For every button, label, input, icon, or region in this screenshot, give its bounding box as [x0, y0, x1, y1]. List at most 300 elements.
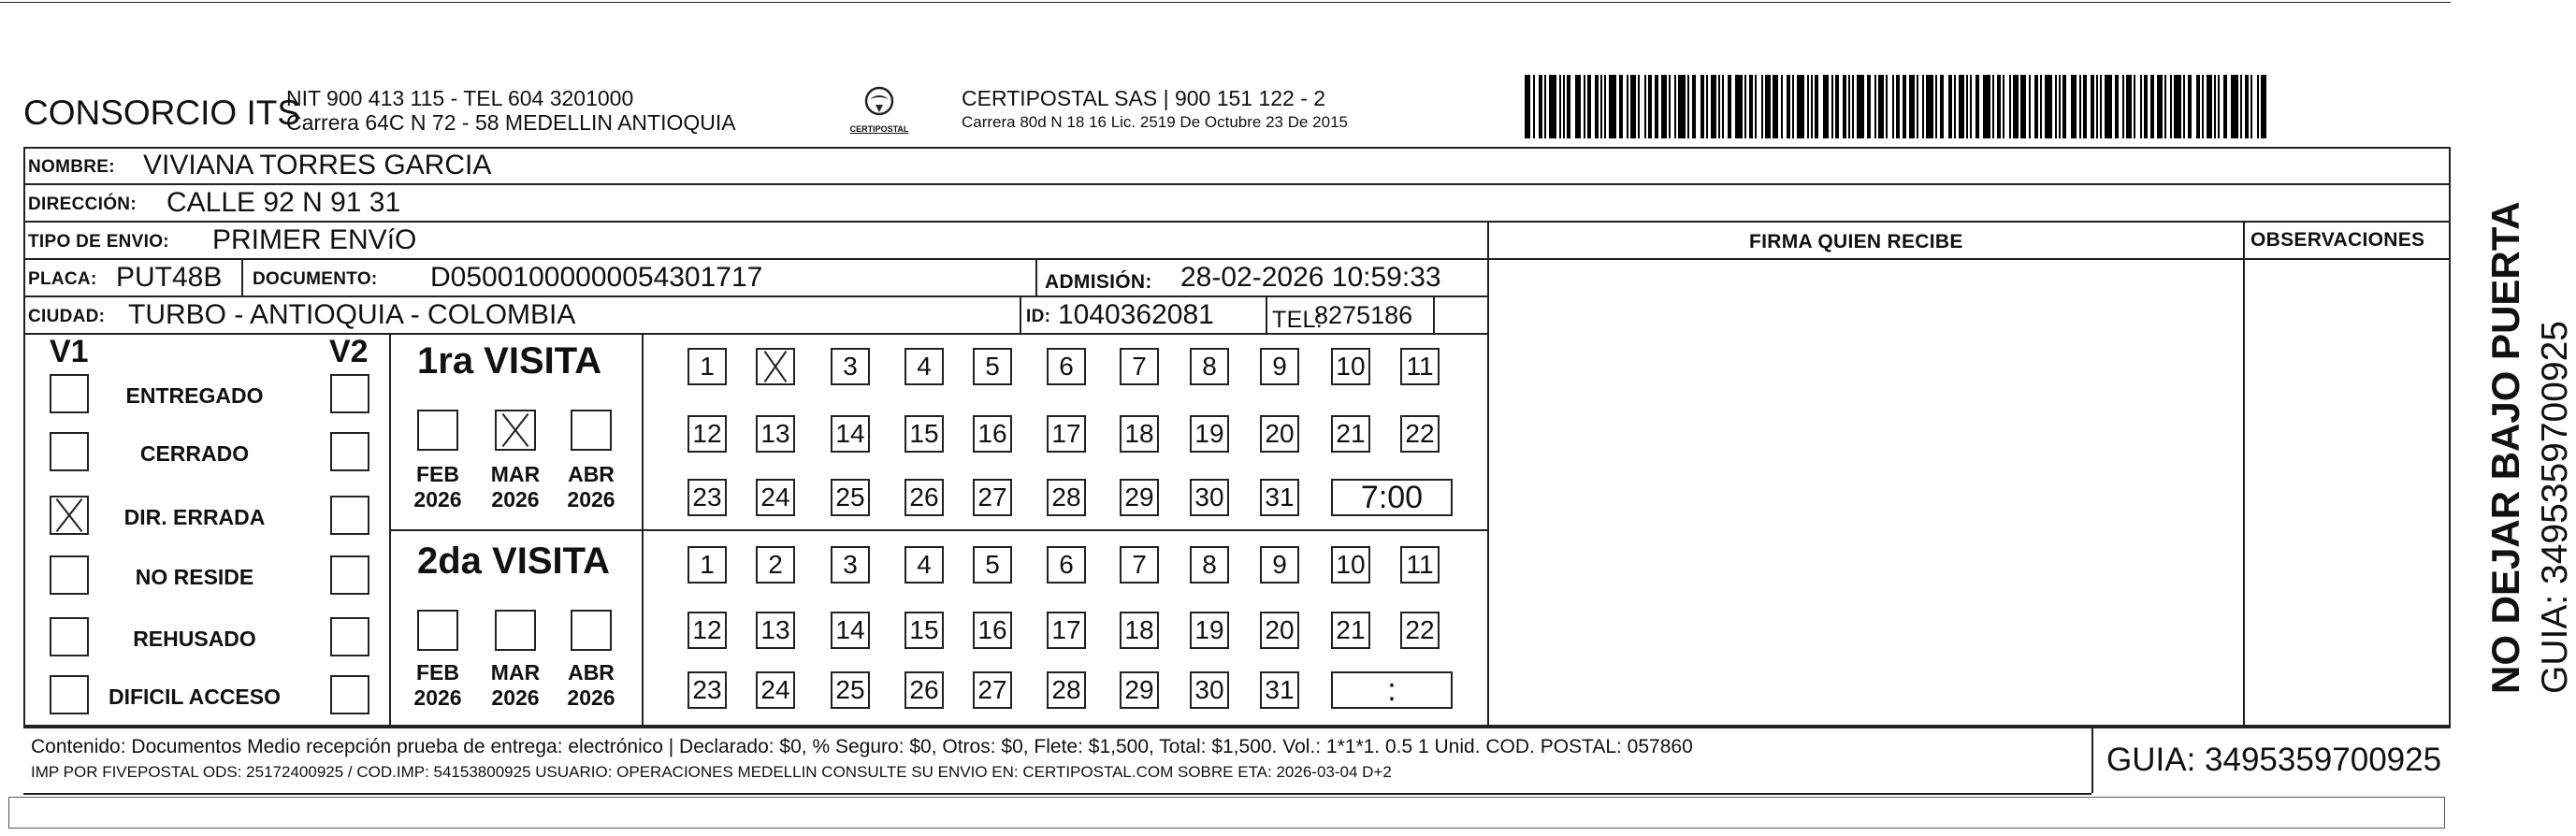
day-box-20[interactable] — [1260, 612, 1299, 649]
status-label: DIR. ERRADA — [123, 505, 266, 529]
day-box-15[interactable] — [904, 415, 944, 453]
barcode-bar — [2188, 75, 2192, 138]
barcode-bar — [1765, 75, 1771, 138]
carrier-name: CERTIPOSTAL SAS | 900 151 122 - 2 — [962, 86, 1326, 110]
barcode-bar — [1619, 75, 1623, 138]
barcode-bar — [2013, 75, 2019, 138]
status-label: DIFICIL ACCESO — [108, 685, 281, 709]
barcode-bar — [1744, 75, 1746, 138]
direccion-label: DIRECCIÓN: — [28, 195, 137, 214]
day-box-16[interactable] — [973, 415, 1012, 453]
v2-checkbox-entregado[interactable] — [330, 374, 369, 413]
col-line — [1020, 295, 1021, 333]
day-box-13[interactable] — [756, 612, 795, 649]
barcode-bar — [2164, 75, 2166, 138]
barcode-bar — [1823, 75, 1829, 138]
day-number: 1 — [700, 352, 715, 381]
visit2-title: 2da VISITA — [417, 541, 610, 582]
day-box-2[interactable] — [756, 546, 795, 584]
day-number: 25 — [835, 675, 865, 704]
status-label: CERRADO — [139, 441, 250, 466]
month-name: FEB — [416, 462, 459, 486]
month-label — [405, 660, 470, 711]
barcode-bar — [2009, 75, 2011, 138]
day-box-1[interactable] — [687, 546, 727, 584]
day-box-10[interactable] — [1331, 348, 1370, 385]
barcode-bar — [1874, 75, 1876, 138]
day-box-31[interactable] — [1260, 671, 1299, 709]
barcode-bar — [1940, 75, 1944, 138]
col-header-line — [1487, 258, 2451, 260]
barcode-bar — [1917, 75, 1918, 138]
month-year: 2026 — [567, 487, 615, 512]
barcode-bar — [1959, 75, 1964, 138]
row-line — [23, 221, 2451, 223]
barcode-bar — [2150, 75, 2154, 138]
month-name: MAR — [490, 462, 541, 486]
day-box-6[interactable] — [1047, 546, 1086, 584]
day-box-22[interactable] — [1400, 612, 1440, 649]
barcode-bar — [1886, 75, 1888, 138]
day-box-4[interactable] — [904, 546, 944, 584]
barcode-bar — [1935, 75, 1937, 138]
barcode — [1525, 75, 2268, 138]
barcode-bar — [1903, 75, 1906, 138]
day-box-26[interactable] — [904, 671, 944, 709]
barcode-bar — [2214, 75, 2216, 138]
barcode-bar — [1807, 75, 1809, 138]
barcode-bar — [1533, 75, 1535, 138]
certipostal-logo-icon — [842, 84, 917, 122]
firma-header: FIRMA QUIEN RECIBE — [1749, 231, 1963, 252]
barcode-bar — [1630, 75, 1636, 138]
barcode-bar — [1983, 75, 1990, 138]
day-box-25[interactable] — [831, 479, 870, 516]
month-name: FEB — [416, 660, 459, 685]
barcode-bar — [2134, 75, 2135, 138]
day-box-10[interactable] — [1331, 546, 1370, 584]
barcode-bar — [1878, 75, 1884, 138]
time-box[interactable] — [1331, 479, 1453, 516]
barcode-bar — [2100, 75, 2102, 138]
barcode-bar — [1544, 75, 1546, 138]
barcode-bar — [1811, 75, 1813, 138]
day-number: 30 — [1194, 675, 1224, 704]
footer-bottom-line — [23, 793, 2091, 795]
barcode-bar — [1831, 75, 1833, 138]
day-number: 3 — [843, 550, 858, 579]
barcode-bar — [2083, 75, 2087, 138]
day-box-21[interactable] — [1331, 415, 1370, 453]
barcode-bar — [1567, 75, 1570, 138]
barcode-bar — [1655, 75, 1658, 138]
day-box-19[interactable] — [1190, 612, 1229, 649]
barcode-bar — [1687, 75, 1689, 138]
day-box-9[interactable] — [1260, 546, 1299, 584]
documento-value: D05001000000054301717 — [430, 262, 763, 293]
day-box-7[interactable] — [1120, 546, 1159, 584]
barcode-bar — [1728, 75, 1731, 138]
day-box-29[interactable] — [1120, 479, 1159, 516]
status-label: REHUSADO — [133, 627, 256, 651]
barcode-bar — [2029, 75, 2031, 138]
v2-checkbox-rehusado[interactable] — [330, 617, 369, 656]
v2-checkbox-dir-errada[interactable] — [330, 496, 369, 535]
day-number: 4 — [917, 550, 932, 579]
day-box-9[interactable] — [1260, 348, 1299, 385]
day-box-23[interactable] — [687, 479, 727, 516]
barcode-bar — [2115, 75, 2119, 138]
documento-label: DOCUMENTO: — [253, 269, 378, 289]
day-number: 2 — [768, 550, 783, 579]
v2-checkbox-dificil-acceso[interactable] — [330, 675, 369, 714]
day-box-20[interactable] — [1260, 415, 1299, 453]
barcode-bar — [1761, 75, 1763, 138]
barcode-bar — [2055, 75, 2057, 138]
admision-label: ADMISIÓN: — [1045, 271, 1152, 293]
barcode-bar — [2223, 75, 2227, 138]
month-name: ABR — [568, 462, 615, 486]
barcode-bar — [1678, 75, 1686, 138]
tel-label: TEL: — [1272, 307, 1323, 333]
day-number: 29 — [1124, 675, 1154, 704]
col-line — [2243, 221, 2245, 727]
company-address: Carrera 64C N 72 - 58 MEDELLIN ANTIOQUIA — [286, 110, 736, 135]
day-number: 17 — [1051, 615, 1081, 644]
day-number: 19 — [1194, 419, 1224, 448]
day-box-1[interactable] — [687, 348, 727, 385]
barcode-bar — [2096, 75, 2098, 138]
barcode-bar — [1595, 75, 1599, 138]
day-box-4[interactable] — [904, 348, 944, 385]
day-box-24[interactable] — [756, 671, 795, 709]
day-box-15[interactable] — [904, 612, 944, 649]
barcode-bar — [1896, 75, 1900, 138]
day-number: 15 — [909, 615, 939, 644]
day-box-11[interactable] — [1400, 546, 1440, 584]
day-number: 30 — [1194, 483, 1224, 512]
visit-divider — [389, 529, 1487, 531]
barcode-bar — [1843, 75, 1846, 138]
day-box-2[interactable] — [756, 348, 795, 385]
day-number: 11 — [1406, 352, 1434, 381]
id-label: ID: — [1026, 307, 1051, 326]
month-checkbox-feb[interactable] — [417, 610, 458, 651]
certipostal-logo — [842, 84, 917, 138]
barcode-bar — [2196, 75, 2200, 138]
barcode-bar — [1792, 75, 1794, 138]
day-number: 22 — [1405, 419, 1435, 448]
day-box-27[interactable] — [973, 671, 1012, 709]
day-box-12[interactable] — [687, 612, 727, 649]
month-year: 2026 — [491, 685, 540, 710]
day-number: 31 — [1265, 675, 1295, 704]
tipo-envio-value: PRIMER ENVíO — [212, 224, 417, 255]
barcode-bar — [2040, 75, 2042, 138]
time-value: : — [1387, 672, 1397, 708]
barcode-bar — [1848, 75, 1850, 138]
barcode-bar — [1525, 75, 1530, 138]
barcode-bar — [2174, 75, 2181, 138]
side-guia: GUIA: 3495359700925 — [2535, 321, 2575, 694]
barcode-bar — [2231, 75, 2238, 138]
barcode-bar — [1966, 75, 1968, 138]
day-number: 13 — [760, 615, 790, 644]
day-box-14[interactable] — [831, 415, 870, 453]
ciudad-label: CIUDAD: — [28, 307, 106, 326]
day-number: 23 — [692, 675, 722, 704]
day-box-28[interactable] — [1047, 479, 1086, 516]
day-box-19[interactable] — [1190, 415, 1229, 453]
barcode-bar — [1909, 75, 1915, 138]
day-number: 27 — [977, 675, 1007, 704]
barcode-bar — [1787, 75, 1790, 138]
barcode-bar — [2020, 75, 2026, 138]
day-number: 12 — [692, 419, 722, 448]
day-box-17[interactable] — [1047, 415, 1086, 453]
barcode-bar — [2034, 75, 2038, 138]
col-line — [1433, 295, 1435, 333]
month-name: ABR — [568, 660, 615, 685]
day-number: 21 — [1336, 615, 1366, 644]
day-box-3[interactable] — [831, 546, 870, 584]
barcode-bar — [2257, 75, 2259, 138]
barcode-bar — [1711, 75, 1716, 138]
barcode-bar — [1852, 75, 1854, 138]
day-number: 7 — [1132, 550, 1147, 579]
barcode-bar — [1948, 75, 1952, 138]
day-box-25[interactable] — [831, 671, 870, 709]
month-checkbox-mar[interactable] — [495, 410, 536, 451]
day-box-6[interactable] — [1047, 348, 1086, 385]
barcode-bar — [2003, 75, 2004, 138]
day-box-23[interactable] — [687, 671, 727, 709]
day-box-21[interactable] — [1331, 612, 1370, 649]
footer-print-info: IMP POR FIVEPOSTAL ODS: 25172400925 / COD.IMP: 54153800925 USUARIO: OPERACIONES MEDELLIN CONSULTE SU ENVIO EN: CERTIPOSTAL.COM SOBRE ETA: 2026-03-04 D+2 — [31, 763, 1392, 781]
barcode-bar — [1638, 75, 1640, 138]
day-box-27[interactable] — [973, 479, 1012, 516]
barcode-bar — [1954, 75, 1956, 138]
day-box-8[interactable] — [1190, 348, 1229, 385]
barcode-bar — [1781, 75, 1783, 138]
id-value: 1040362081 — [1058, 299, 1214, 330]
month-checkbox-abr[interactable] — [571, 610, 612, 651]
row-line — [23, 183, 2451, 185]
day-number: 26 — [909, 483, 939, 512]
day-number: 29 — [1124, 483, 1154, 512]
barcode-bar — [1867, 75, 1871, 138]
day-box-13[interactable] — [756, 415, 795, 453]
bottom-strip — [8, 797, 2445, 829]
day-number: 16 — [977, 615, 1007, 644]
day-box-17[interactable] — [1047, 612, 1086, 649]
day-box-30[interactable] — [1190, 671, 1229, 709]
month-checkbox-feb[interactable] — [417, 410, 458, 451]
day-box-12[interactable] — [687, 415, 727, 453]
carrier-license: Carrera 80d N 18 16 Lic. 2519 De Octubre 23 De 2015 — [962, 113, 1348, 131]
barcode-bar — [1992, 75, 1994, 138]
day-number: 14 — [835, 615, 865, 644]
barcode-bar — [2245, 75, 2249, 138]
nombre-value: VIVIANA TORRES GARCIA — [143, 150, 492, 180]
status-label: ENTREGADO — [125, 383, 264, 408]
barcode-bar — [1604, 75, 1606, 138]
day-number: 23 — [692, 483, 722, 512]
top-rule — [0, 2, 2451, 3]
col-line — [1266, 295, 1267, 333]
col-line — [1487, 221, 1489, 727]
month-label — [405, 462, 470, 512]
barcode-bar — [1735, 75, 1743, 138]
barcode-bar — [2144, 75, 2148, 138]
month-checkbox-mar[interactable] — [495, 610, 536, 651]
barcode-bar — [1718, 75, 1720, 138]
barcode-bar — [1926, 75, 1933, 138]
barcode-bar — [1644, 75, 1646, 138]
barcode-bar — [2122, 75, 2124, 138]
day-box-7[interactable] — [1120, 348, 1159, 385]
day-number: 26 — [909, 675, 939, 704]
barcode-bar — [1706, 75, 1708, 138]
day-box-29[interactable] — [1120, 671, 1159, 709]
barcode-bar — [2218, 75, 2220, 138]
time-box[interactable] — [1331, 671, 1453, 709]
day-number: 15 — [909, 419, 939, 448]
admision-value: 28-02-2026 10:59:33 — [1180, 262, 1441, 293]
month-label — [483, 462, 548, 512]
col-line — [1035, 258, 1037, 295]
company-nit: NIT 900 413 115 - TEL 604 3201000 — [286, 86, 634, 110]
day-number: 11 — [1406, 550, 1434, 579]
barcode-bar — [2250, 75, 2252, 138]
barcode-bar — [1600, 75, 1602, 138]
barcode-bar — [1674, 75, 1676, 138]
day-number: 20 — [1265, 615, 1295, 644]
day-number: 14 — [835, 419, 865, 448]
month-year: 2026 — [567, 685, 615, 710]
barcode-bar — [2091, 75, 2094, 138]
day-number: 22 — [1405, 615, 1435, 644]
month-checkbox-abr[interactable] — [571, 410, 612, 451]
barcode-bar — [2140, 75, 2142, 138]
day-number: 1 — [700, 550, 715, 579]
day-number: 27 — [977, 483, 1007, 512]
day-number: 6 — [1059, 550, 1074, 579]
barcode-bar — [1539, 75, 1542, 138]
barcode-bar — [1892, 75, 1894, 138]
barcode-bar — [1700, 75, 1704, 138]
day-box-14[interactable] — [831, 612, 870, 649]
status-label: NO RESIDE — [135, 565, 254, 589]
barcode-bar — [1970, 75, 1972, 138]
logo-caption: CERTIPOSTAL — [849, 124, 909, 134]
month-name: MAR — [490, 660, 541, 685]
day-box-28[interactable] — [1047, 671, 1086, 709]
day-box-24[interactable] — [756, 479, 795, 516]
barcode-bar — [1815, 75, 1818, 138]
day-number: 20 — [1265, 419, 1295, 448]
barcode-bar — [1648, 75, 1652, 138]
day-number: 31 — [1265, 483, 1295, 512]
day-box-31[interactable] — [1260, 479, 1299, 516]
day-box-18[interactable] — [1120, 612, 1159, 649]
day-box-8[interactable] — [1190, 546, 1229, 584]
barcode-bar — [2045, 75, 2052, 138]
col-line — [241, 258, 243, 295]
barcode-bar — [1661, 75, 1667, 138]
footer-guia: GUIA: 3495359700925 — [2106, 742, 2442, 778]
footer-top-line — [23, 727, 2451, 728]
barcode-bar — [1563, 75, 1565, 138]
day-box-16[interactable] — [973, 612, 1012, 649]
side-warning: NO DEJAR BAJO PUERTA — [2483, 201, 2527, 694]
day-number: 12 — [692, 615, 722, 644]
day-box-5[interactable] — [973, 546, 1012, 584]
barcode-bar — [1722, 75, 1724, 138]
barcode-bar — [2240, 75, 2242, 138]
barcode-bar — [2261, 75, 2266, 138]
barcode-bar — [2157, 75, 2163, 138]
barcode-bar — [1773, 75, 1778, 138]
barcode-bar — [1559, 75, 1561, 138]
placa-label: PLACA: — [28, 269, 97, 289]
month-label — [483, 660, 548, 711]
v2-checkbox-no-reside[interactable] — [330, 555, 369, 595]
barcode-bar — [1997, 75, 2001, 138]
day-box-22[interactable] — [1400, 415, 1440, 453]
barcode-bar — [2059, 75, 2061, 138]
day-number: 21 — [1336, 419, 1366, 448]
barcode-bar — [1755, 75, 1757, 138]
footer-guia-divider — [2091, 727, 2093, 793]
day-box-3[interactable] — [831, 348, 870, 385]
month-year: 2026 — [413, 685, 462, 710]
day-box-30[interactable] — [1190, 479, 1229, 516]
day-number: 28 — [1051, 483, 1081, 512]
day-box-18[interactable] — [1120, 415, 1159, 453]
barcode-bar — [1835, 75, 1839, 138]
day-number: 10 — [1336, 352, 1366, 381]
day-number: 8 — [1202, 352, 1217, 381]
month-year: 2026 — [413, 487, 462, 512]
v1-header: V1 — [50, 334, 89, 369]
row-line — [23, 333, 1487, 335]
day-number: 25 — [835, 483, 865, 512]
barcode-bar — [2126, 75, 2132, 138]
day-box-5[interactable] — [973, 348, 1012, 385]
barcode-bar — [1549, 75, 1556, 138]
day-number: 24 — [760, 483, 790, 512]
day-number: 24 — [760, 675, 790, 704]
barcode-bar — [1575, 75, 1581, 138]
v2-checkbox-cerrado[interactable] — [330, 432, 369, 471]
day-number: 8 — [1202, 550, 1217, 579]
day-number: 18 — [1124, 419, 1154, 448]
day-box-11[interactable] — [1400, 348, 1440, 385]
barcode-bar — [2079, 75, 2081, 138]
day-number: 18 — [1124, 615, 1154, 644]
day-box-26[interactable] — [904, 479, 944, 516]
day-number: 4 — [917, 352, 932, 381]
barcode-bar — [1627, 75, 1628, 138]
placa-value: PUT48B — [116, 262, 223, 293]
day-number: 28 — [1051, 675, 1081, 704]
barcode-bar — [2071, 75, 2077, 138]
footer-content: Contenido: Documentos Medio recepción prueba de entrega: electrónico | Declarado: $0, % Seguro: $0, Otros: $0, Flete: $1,500, Total: $1,500. Vol.: 1*1*1. 0.5 1 Unid. COD. POSTAL: 057860 — [31, 736, 1693, 757]
observaciones-header: OBSERVACIONES — [2250, 229, 2425, 251]
barcode-bar — [1609, 75, 1616, 138]
nombre-label: NOMBRE: — [28, 157, 115, 177]
